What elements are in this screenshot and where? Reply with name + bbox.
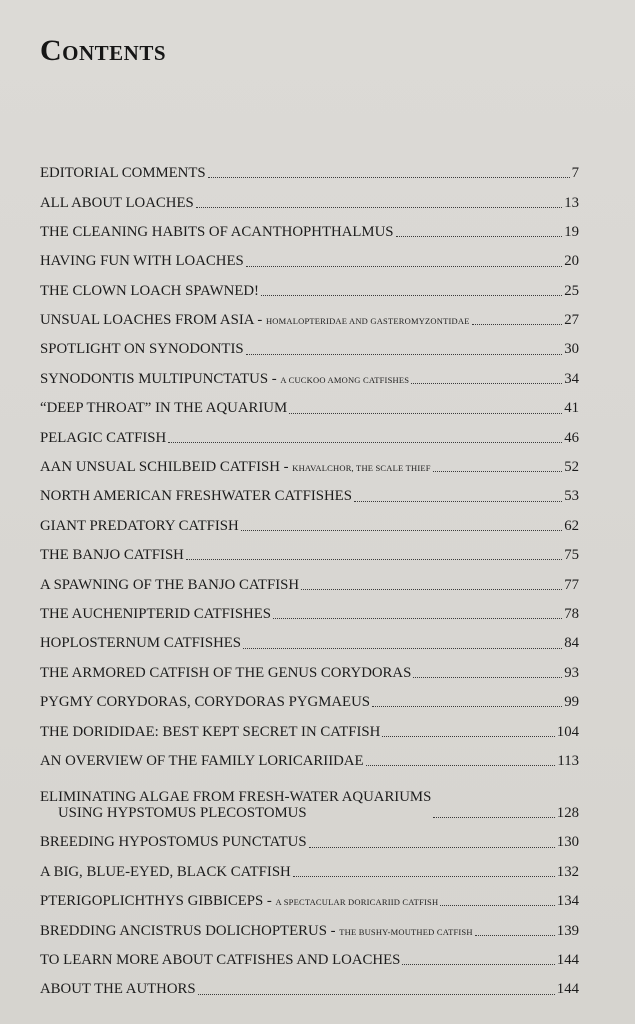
toc-entry <box>40 968 579 997</box>
toc-entry-page-number: 93 <box>564 664 579 681</box>
toc-entry-title-text: HAVING FUN WITH LOACHES <box>40 253 244 270</box>
page-title: Contents <box>40 34 167 67</box>
dot-leader <box>411 383 562 384</box>
toc-entry-title <box>40 635 241 651</box>
toc-entry-page-number: 128 <box>556 804 579 821</box>
toc-entry-title-text: AN OVERVIEW OF THE FAMILY LORICARIIDAE <box>40 752 364 769</box>
toc-entry-page-number: 34 <box>564 370 579 387</box>
toc-entry <box>40 851 579 880</box>
toc-entry-title-text: BREDDING ANCISTRUS DOLICHOPTERUS - <box>40 922 340 939</box>
toc-entry <box>40 475 579 504</box>
toc-entry-title <box>40 694 370 710</box>
toc-entry-title-text: PELAGIC CATFISH <box>40 429 167 446</box>
toc-entry-title-text: ABOUT THE AUTHORS <box>40 981 196 998</box>
dot-leader <box>382 736 554 737</box>
toc-entry <box>40 880 579 909</box>
dot-leader <box>198 994 555 995</box>
dot-leader <box>309 847 555 848</box>
dot-leader <box>246 354 563 355</box>
toc-entry-title-text: EDITORIAL COMMENTS <box>40 165 206 182</box>
toc-entry <box>40 821 579 850</box>
toc-entry-page-number: 99 <box>564 694 579 711</box>
toc-entry <box>40 593 579 622</box>
toc-entry-title <box>40 165 206 181</box>
toc-entry-page-number: 13 <box>564 194 579 211</box>
toc-entry-page-number: 130 <box>556 834 579 851</box>
toc-entry-page-number: 144 <box>556 981 579 998</box>
toc-entry-title-text: A SPAWNING OF THE BANJO CATFISH <box>40 576 300 593</box>
toc-entry-subtitle: A SPECTACULAR DORICARIID CATFISH <box>275 897 439 908</box>
toc-entry-title-text: NORTH AMERICAN FRESHWATER CATFISHES <box>40 488 352 505</box>
toc-entry-subtitle: KHAVALCHOR, THE SCALE THIEF <box>292 463 431 474</box>
toc-entry-page-number: 139 <box>556 922 579 939</box>
dot-leader <box>293 876 555 877</box>
toc-entry <box>40 652 579 681</box>
toc-entry-title <box>40 371 409 387</box>
toc-entry-title <box>40 834 307 850</box>
toc-entry <box>40 270 579 299</box>
toc-entry-title <box>40 577 299 593</box>
toc-entry-title <box>40 606 271 622</box>
toc-entry-page-number: 46 <box>564 429 579 446</box>
toc-entry-page-number: 62 <box>564 517 579 534</box>
toc-entry-title-text: SYNODONTIS MULTIPUNCTATUS - <box>40 370 281 387</box>
dot-leader <box>273 618 562 619</box>
toc-entry-page-number: 20 <box>564 253 579 270</box>
dot-leader <box>433 817 554 818</box>
toc-entry <box>40 152 579 181</box>
dot-leader <box>261 295 562 296</box>
toc-entry <box>40 622 579 651</box>
toc-entry-title-text: THE AUCHENIPTERID CATFISHES <box>40 605 272 622</box>
toc-entry-title <box>40 253 244 269</box>
toc-entry-title-text: THE DORIDIDAE: BEST KEPT SECRET IN CATFISH <box>40 723 381 740</box>
toc-entry <box>40 505 579 534</box>
toc-entry-page-number: 25 <box>564 282 579 299</box>
toc-entry-page-number: 78 <box>564 605 579 622</box>
toc-entry-title <box>40 981 196 997</box>
toc-entry-page-number: 113 <box>557 752 579 769</box>
toc-entry-page-number: 53 <box>564 488 579 505</box>
toc-entry-title <box>40 400 287 416</box>
dot-leader <box>168 442 562 443</box>
toc-entry-title <box>40 195 194 211</box>
toc-entry-page-number: 75 <box>564 547 579 564</box>
toc-entry <box>40 710 579 739</box>
dot-leader <box>472 324 563 325</box>
toc-entry-title <box>40 518 239 534</box>
toc-entry-title-text: TO LEARN MORE ABOUT CATFISHES AND LOACHES <box>40 951 401 968</box>
toc-entry-title-text: ALL ABOUT LOACHES <box>40 194 194 211</box>
toc-entry-page-number: 7 <box>571 165 579 182</box>
toc-entry-page-number: 84 <box>564 635 579 652</box>
toc-entry-title-text: “DEEP THROAT” IN THE AQUARIUM <box>40 400 288 417</box>
dot-leader <box>440 905 554 906</box>
toc-entry-page-number: 52 <box>564 459 579 476</box>
toc-entry-subtitle: HOMALOPTERIDAE AND GASTEROMYZONTIDAE <box>265 316 470 327</box>
toc-entry-subtitle: A CUCKOO AMONG CATFISHES <box>280 374 410 385</box>
dot-leader <box>289 413 562 414</box>
table-of-contents <box>40 152 579 998</box>
toc-entry <box>40 328 579 357</box>
toc-entry <box>40 417 579 446</box>
toc-entry <box>40 740 579 769</box>
dot-leader <box>354 501 562 502</box>
toc-entry <box>40 939 579 968</box>
dot-leader <box>208 177 570 178</box>
toc-entry-page-number: 27 <box>564 312 579 329</box>
toc-entry-title <box>40 430 166 446</box>
toc-entry-title-text: A BIG, BLUE-EYED, BLACK CATFISH <box>40 863 291 880</box>
dot-leader <box>433 471 563 472</box>
dot-leader <box>196 207 562 208</box>
dot-leader <box>186 559 562 560</box>
toc-entry <box>40 387 579 416</box>
toc-entry <box>40 534 579 563</box>
toc-entry-title-text: SPOTLIGHT ON SYNODONTIS <box>40 341 244 358</box>
dot-leader <box>372 706 562 707</box>
toc-entry-title-text: THE ARMORED CATFISH OF THE GENUS CORYDORAS <box>40 664 412 681</box>
toc-entry-title <box>40 224 394 240</box>
toc-entry-title <box>40 789 431 822</box>
toc-entry <box>40 909 579 938</box>
dot-leader <box>241 530 563 531</box>
toc-entry <box>40 240 579 269</box>
toc-entry-title-text: AAN UNSUAL SCHILBEID CATFISH - <box>40 459 293 476</box>
toc-entry-title <box>40 283 259 299</box>
toc-entry <box>40 563 579 592</box>
toc-entry-title-text: THE CLEANING HABITS OF ACANTHOPHTHALMUS <box>40 223 394 240</box>
toc-entry-title <box>40 312 470 328</box>
toc-entry-title-text: BREEDING HYPOSTOMUS PUNCTATUS <box>40 834 307 851</box>
toc-entry-title-text: HOPLOSTERNUM CATFISHES <box>40 635 242 652</box>
toc-entry-title-text: UNSUAL LOACHES FROM ASIA - <box>40 312 266 329</box>
toc-entry-title-text: PYGMY CORYDORAS, CORYDORAS PYGMAEUS <box>40 694 370 711</box>
toc-entry-title <box>40 753 364 769</box>
toc-entry-title <box>40 547 184 563</box>
toc-entry-title <box>40 665 411 681</box>
toc-entry-title <box>40 952 400 968</box>
dot-leader <box>475 935 555 936</box>
toc-entry-page-number: 144 <box>556 951 579 968</box>
toc-entry-title <box>40 923 473 939</box>
toc-entry-page-number: 77 <box>564 576 579 593</box>
toc-entry-title <box>40 488 352 504</box>
toc-entry <box>40 211 579 240</box>
toc-entry-page-number: 134 <box>556 893 579 910</box>
dot-leader <box>396 236 563 237</box>
toc-entry-page-number: 132 <box>556 863 579 880</box>
toc-entry-title-text: GIANT PREDATORY CATFISH <box>40 517 239 534</box>
dot-leader <box>243 648 562 649</box>
toc-entry-page-number: 104 <box>556 723 579 740</box>
toc-entry <box>40 769 579 821</box>
toc-entry-page-number: 19 <box>564 223 579 240</box>
toc-entry-title-text: PTERIGOPLICHTHYS GIBBICEPS - <box>40 893 276 910</box>
toc-entry-subtitle: THE BUSHY-MOUTHED CATFISH <box>339 926 473 937</box>
toc-entry-page-number: 41 <box>564 400 579 417</box>
dot-leader <box>402 964 554 965</box>
dot-leader <box>413 677 562 678</box>
dot-leader <box>301 589 562 590</box>
dot-leader <box>366 765 556 766</box>
toc-entry <box>40 181 579 210</box>
toc-entry-title-text: THE CLOWN LOACH SPAWNED! <box>40 282 259 299</box>
toc-entry <box>40 299 579 328</box>
dot-leader <box>246 266 562 267</box>
toc-entry <box>40 446 579 475</box>
toc-entry-title <box>40 724 380 740</box>
toc-entry <box>40 681 579 710</box>
toc-entry-title <box>40 864 291 880</box>
toc-entry-page-number: 30 <box>564 341 579 358</box>
toc-entry-title <box>40 341 244 357</box>
toc-entry <box>40 358 579 387</box>
toc-entry-title-line2: USING HYPSTOMUS PLECOSTOMUS <box>58 804 307 821</box>
toc-entry-title-text: THE BANJO CATFISH <box>40 547 184 564</box>
toc-entry-title <box>40 893 438 909</box>
toc-entry-title <box>40 459 431 475</box>
toc-entry-title-line1: ELIMINATING ALGAE FROM FRESH-WATER AQUARIUMS <box>40 788 432 805</box>
